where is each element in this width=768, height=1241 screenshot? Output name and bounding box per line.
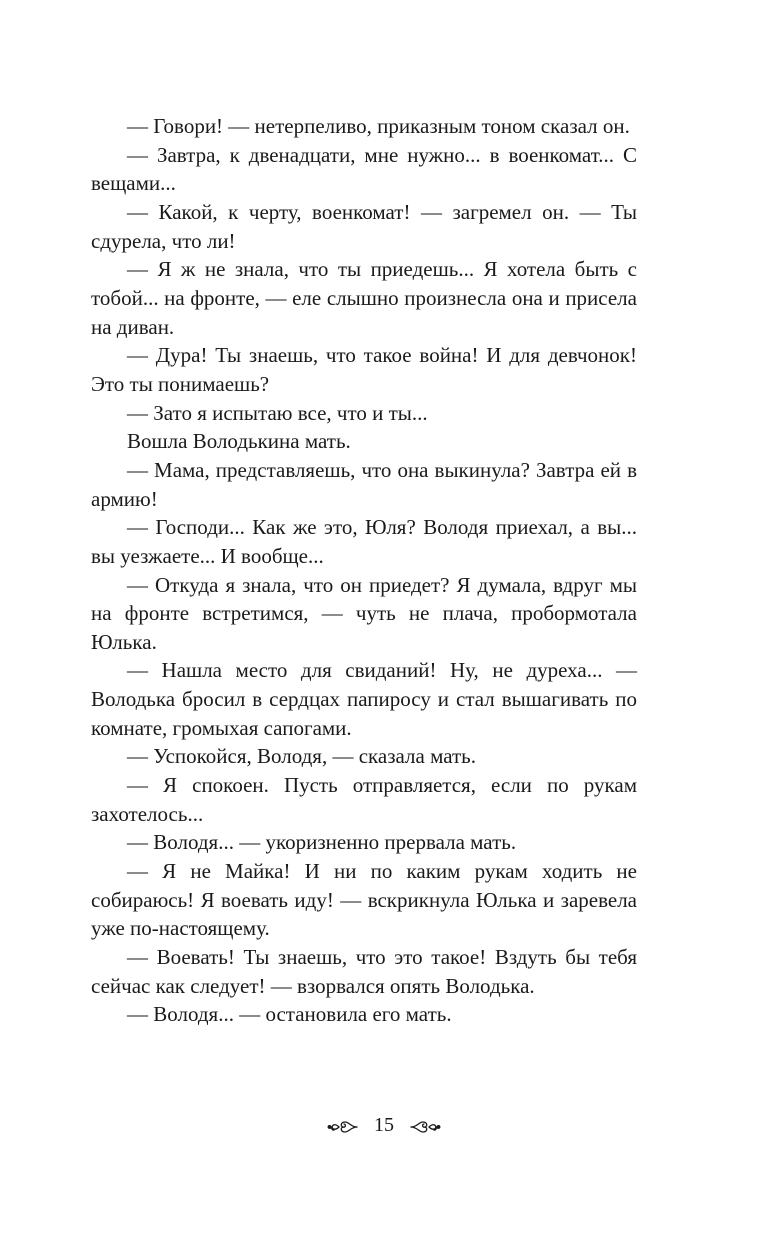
paragraph: — Дура! Ты знаешь, что такое война! И для девчонок! Это ты понимаешь? bbox=[91, 343, 637, 396]
paragraph: — Мама, представляешь, что она выкинула? Завтра ей в армию! bbox=[91, 457, 637, 511]
paragraph: — Завтра, к двенадцати, мне нужно... в военкомат... С вещами... bbox=[91, 142, 637, 196]
paragraph: — Нашла место для свиданий! Ну, не дуреха... — Володька бросил в сердцах папиросу и стал вышагивать по комнате, громыхая сапогами. bbox=[91, 658, 637, 740]
paragraph: — Зато я испытаю все, что и ты... bbox=[127, 400, 428, 425]
paragraph: — Володя... — укоризненно прервала мать. bbox=[127, 830, 517, 855]
paragraph: — Господи... Как же это, Юля? Володя приехал, а вы... вы уезжаете... И вообще... bbox=[91, 515, 637, 568]
paragraph: — Я ж не знала, что ты приедешь... Я хотела быть с тобой... на фронте, — еле слышно произнесла она и присела на диван. bbox=[91, 257, 637, 339]
paragraph: — Я спокоен. Пусть отправляется, если по рукам захотелось... bbox=[91, 773, 637, 826]
paragraph: — Воевать! Ты знаешь, что это такое! Вздуть бы тебя сейчас как следует! — взорвался опять Володька. bbox=[91, 945, 637, 998]
paragraph: Вошла Володькина мать. bbox=[127, 429, 351, 454]
paragraph: — Откуда я знала, что он приедет? Я думала, вдруг мы на фронте встретимся, — чуть не плача, пробормотала Юлька. bbox=[91, 572, 637, 654]
paragraph: — Я не Майка! И ни по каким рукам ходить не собираюсь! Я воевать иду! — вскрикнула Юлька и заревела уже по-настоящему. bbox=[91, 859, 637, 941]
paragraph: — Говори! — нетерпеливо, приказным тоном сказал он. bbox=[127, 114, 630, 138]
page-number: 15 bbox=[374, 1114, 394, 1137]
page-body bbox=[91, 112, 637, 1029]
page-footer bbox=[0, 1112, 768, 1137]
flourish-ornament-left-icon bbox=[327, 1117, 359, 1133]
paragraph: — Какой, к черту, военкомат! — загремел он. — Ты сдурела, что ли! bbox=[91, 199, 637, 253]
flourish-ornament-right-icon bbox=[409, 1117, 441, 1133]
paragraph: — Успокойся, Володя, — сказала мать. bbox=[127, 744, 477, 769]
paragraph: — Володя... — остановила его мать. bbox=[127, 1002, 452, 1027]
